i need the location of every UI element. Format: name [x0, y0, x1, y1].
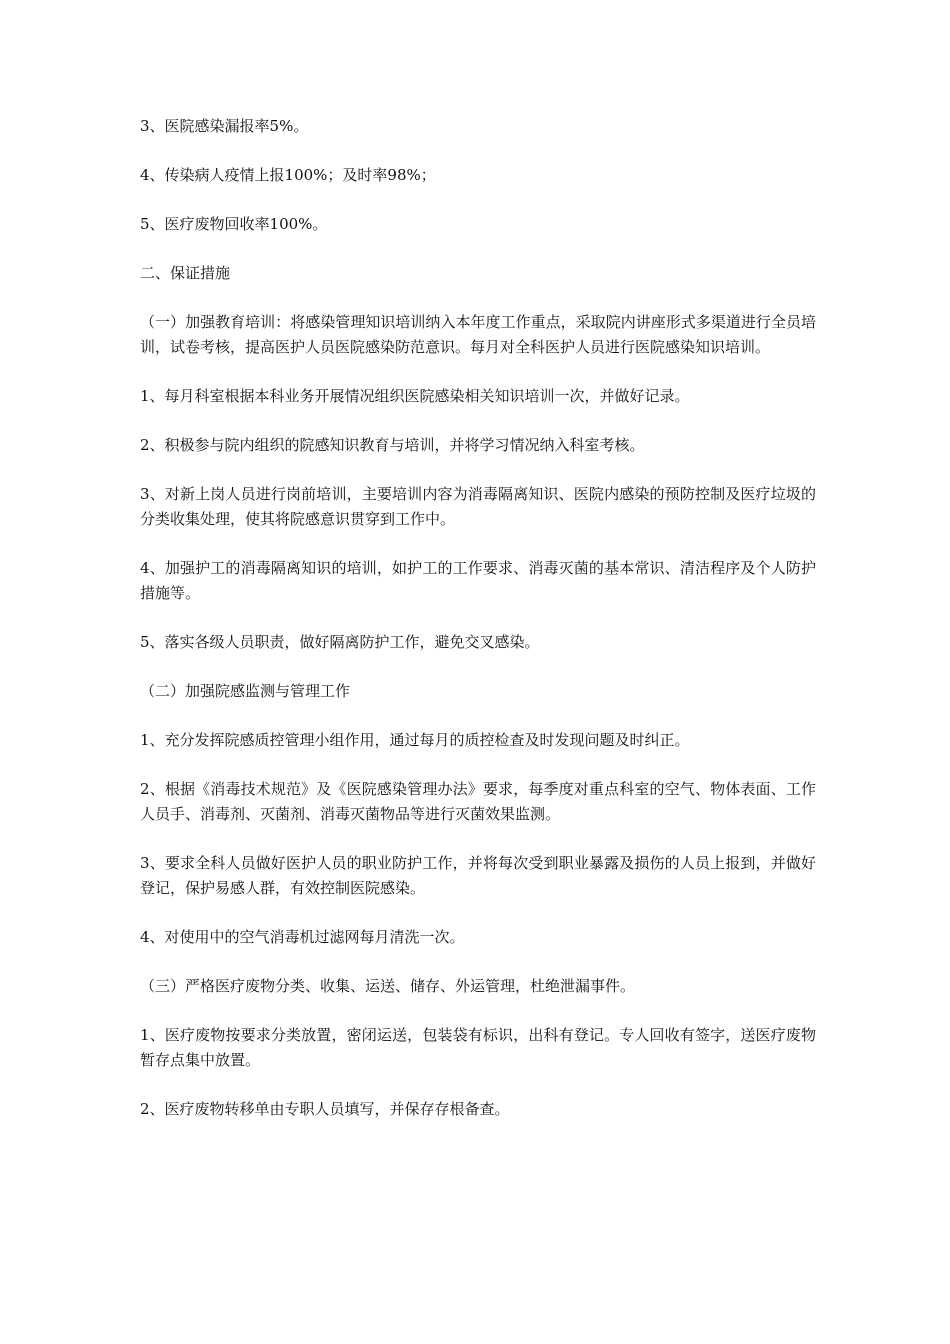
paragraph: 1、医疗废物按要求分类放置，密闭运送，包装袋有标识，出科有登记。专人回收有签字，送医疗废物暂存点集中放置。: [140, 1026, 816, 1069]
paragraph: 4、加强护工的消毒隔离知识的培训，如护工的工作要求、消毒灭菌的基本常识、清洁程序及个人防护措施等。: [140, 559, 816, 602]
paragraph: 2、医疗废物转移单由专职人员填写，并保存存根备查。: [140, 1100, 510, 1118]
paragraph: 3、要求全科人员做好医护人员的职业防护工作，并将每次受到职业暴露及损伤的人员上报到，并做好登记，保护易感人群，有效控制医院感染。: [140, 854, 816, 897]
paragraph: 5、医疗废物回收率100%。: [140, 215, 328, 233]
paragraph: 5、落实各级人员职责，做好隔离防护工作，避免交叉感染。: [140, 633, 540, 651]
section-heading: 二、保证措施: [140, 264, 231, 282]
paragraph: 2、根据《消毒技术规范》及《医院感染管理办法》要求，每季度对重点科室的空气、物体表面、工作人员手、消毒剂、灭菌剂、消毒灭菌物品等进行灭菌效果监测。: [140, 780, 816, 823]
paragraph: 4、对使用中的空气消毒机过滤网每月清洗一次。: [140, 928, 465, 946]
subsection-heading: （三）严格医疗废物分类、收集、运送、储存、外运管理，杜绝泄漏事件。: [140, 977, 636, 995]
paragraph: 3、对新上岗人员进行岗前培训，主要培训内容为消毒隔离知识、医院内感染的预防控制及医疗垃圾的分类收集处理，使其将院感意识贯穿到工作中。: [140, 485, 816, 528]
paragraph: 1、充分发挥院感质控管理小组作用，通过每月的质控检查及时发现问题及时纠正。: [140, 731, 690, 749]
paragraph: 2、积极参与院内组织的院感知识教育与培训，并将学习情况纳入科室考核。: [140, 436, 645, 454]
paragraph: 4、传染病人疫情上报100%；及时率98%；: [140, 166, 436, 184]
paragraph: 1、每月科室根据本科业务开展情况组织医院感染相关知识培训一次，并做好记录。: [140, 387, 690, 405]
subsection-heading: （二）加强院感监测与管理工作: [140, 682, 351, 700]
paragraph: 3、医院感染漏报率5%。: [140, 117, 309, 135]
document-body: [140, 114, 816, 1146]
subsection-heading: （一）加强教育培训：将感染管理知识培训纳入本年度工作重点，采取院内讲座形式多渠道进行全员培训，试卷考核，提高医护人员医院感染防范意识。每月对全科医护人员进行医院感染知识培训。: [140, 313, 816, 356]
